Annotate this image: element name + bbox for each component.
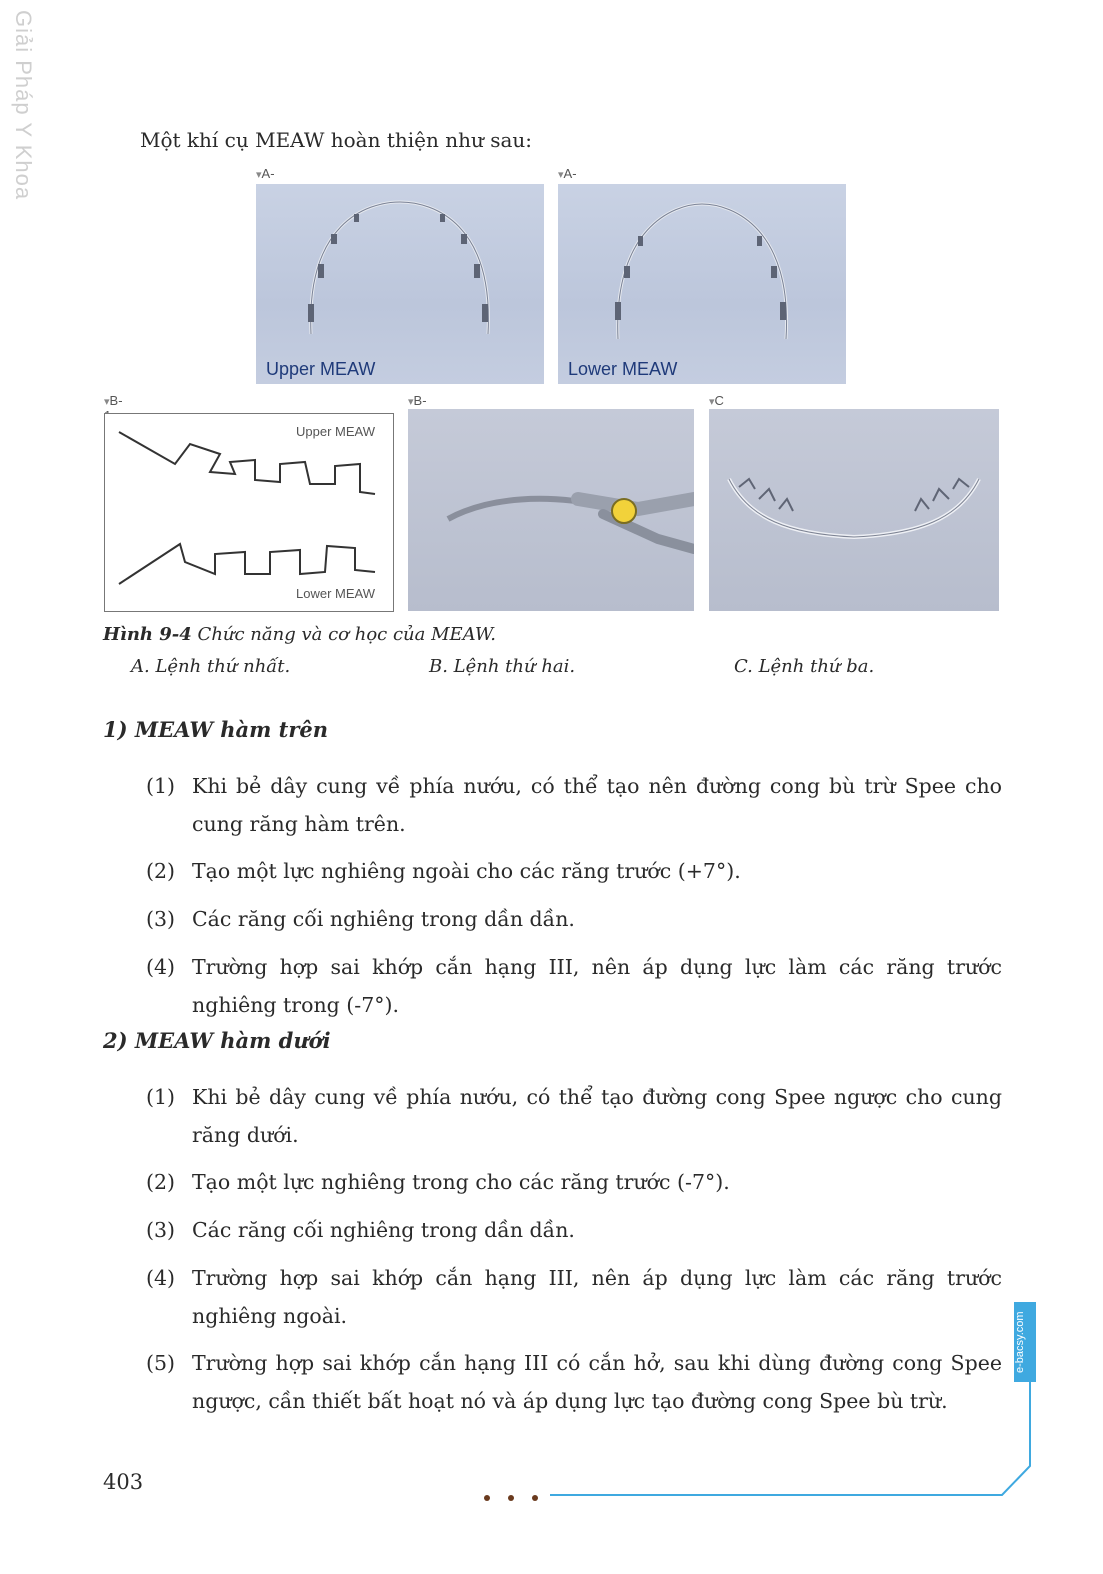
footer-accent-line xyxy=(540,1370,1040,1510)
list-item xyxy=(146,948,1002,1024)
lower-arch-wire-image xyxy=(558,184,846,384)
list-item xyxy=(146,1078,1002,1154)
side-brand-watermark: Giải Pháp Y Khoa xyxy=(11,10,36,201)
item-number: (5) xyxy=(146,1351,176,1375)
intro-text: Một khí cụ MEAW hoàn thiện như sau: xyxy=(140,128,533,152)
upper-meaw-photo xyxy=(256,184,544,384)
item-number: (4) xyxy=(146,955,176,979)
panel-a1-label: ▾ A- xyxy=(256,166,275,196)
section-heading-lower: 2) MEAW hàm dưới xyxy=(103,1028,331,1053)
arch-wire-front-photo xyxy=(709,409,999,611)
list-item xyxy=(146,852,1002,890)
item-text: Trường hợp sai khớp cắn hạng III, nên áp dụng lực làm các răng trước nghiêng trong (-7°). xyxy=(192,955,1002,1017)
section-heading-upper: 1) MEAW hàm trên xyxy=(103,717,329,742)
lower-meaw-caption: Lower MEAW xyxy=(568,359,678,379)
item-text: Trường hợp sai khớp cắn hạng III có cắn hở, sau khi dùng đường cong Spee ngược, cần thiết bất hoạt nó và áp dụng lực tạo đường cong Spee bù trừ. xyxy=(192,1351,1002,1413)
lower-meaw-photo xyxy=(558,184,846,384)
list-item xyxy=(146,900,1002,938)
plier-wire-image xyxy=(408,409,694,611)
item-number: (4) xyxy=(146,1266,176,1290)
wire-loop-drawing xyxy=(105,414,393,611)
front-arch-wire-image xyxy=(709,409,999,611)
item-text: Các răng cối nghiêng trong dần dần. xyxy=(192,1218,575,1242)
item-text: Tạo một lực nghiêng trong cho các răng trước (-7°). xyxy=(192,1170,730,1194)
item-number: (2) xyxy=(146,1170,176,1194)
plier-bending-photo xyxy=(408,409,694,611)
list-item xyxy=(146,1211,1002,1249)
meaw-loop-diagram xyxy=(104,413,394,612)
item-text: Trường hợp sai khớp cắn hạng III, nên áp dụng lực làm các răng trước nghiêng ngoài. xyxy=(192,1266,1002,1328)
figure-caption-number: Hình 9-4 xyxy=(103,624,192,645)
figure-caption xyxy=(103,624,496,645)
panel-b1-label: ▾ B- xyxy=(104,393,123,423)
page-number: 403 xyxy=(103,1470,144,1494)
item-number: (3) xyxy=(146,1218,176,1242)
figure-caption-text: Chức năng và cơ học của MEAW. xyxy=(197,624,497,645)
upper-meaw-caption: Upper MEAW xyxy=(266,359,376,379)
item-number: (1) xyxy=(146,774,176,798)
diagram-lower-label: Lower MEAW xyxy=(296,586,375,601)
item-text: Khi bẻ dây cung về phía nướu, có thể tạo đường cong Spee ngược cho cung răng dưới. xyxy=(192,1085,1002,1147)
figure-sub-a: A. Lệnh thứ nhất. xyxy=(131,656,291,677)
item-number: (2) xyxy=(146,859,176,883)
footer-dot xyxy=(484,1495,490,1501)
footer-dots xyxy=(484,1486,556,1505)
diagram-upper-label: Upper MEAW xyxy=(296,424,375,439)
list-item xyxy=(146,767,1002,843)
item-number: (3) xyxy=(146,907,176,931)
footer-dot xyxy=(532,1495,538,1501)
item-number: (1) xyxy=(146,1085,176,1109)
item-text: Các răng cối nghiêng trong dần dần. xyxy=(192,907,575,931)
upper-arch-wire-image xyxy=(256,184,544,384)
list-item xyxy=(146,1163,1002,1201)
panel-b2-label: ▾ B- xyxy=(408,393,427,423)
footer-dot xyxy=(508,1495,514,1501)
figure-sub-c: C. Lệnh thứ ba. xyxy=(734,656,875,677)
panel-c-label: ▾ C xyxy=(709,393,724,408)
site-tag: e-bacsy.com xyxy=(1014,1302,1036,1382)
item-text: Tạo một lực nghiêng ngoài cho các răng trước (+7°). xyxy=(192,859,741,883)
item-text: Khi bẻ dây cung về phía nướu, có thể tạo nên đường cong bù trừ Spee cho cung răng hàm trên. xyxy=(192,774,1002,836)
panel-a2-label: ▾ A- xyxy=(558,166,577,196)
figure-sub-b: B. Lệnh thứ hai. xyxy=(429,656,576,677)
list-item xyxy=(146,1259,1002,1335)
